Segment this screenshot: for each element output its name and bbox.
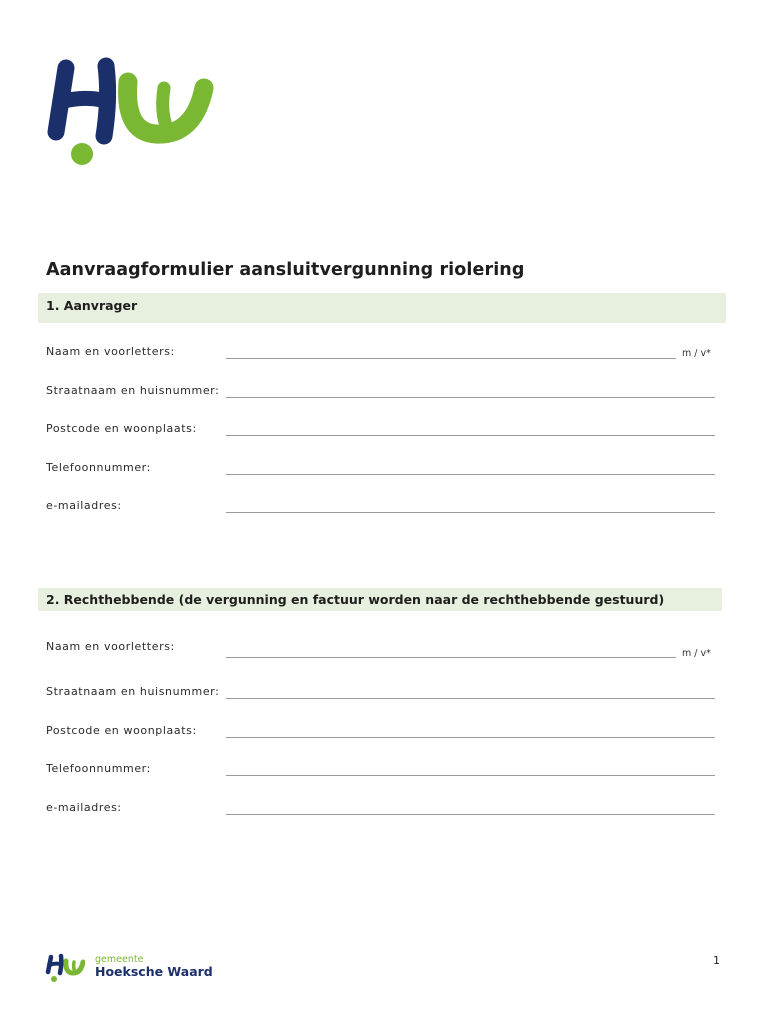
- straatnaam-input[interactable]: [226, 698, 715, 699]
- section-heading-rechthebbende: 2. Rechthebbende (de vergunning en factuur worden naar de rechthebbende gestuurd): [38, 588, 722, 611]
- naam-input[interactable]: [226, 657, 676, 658]
- field-row-straatnaam: [0, 384, 770, 404]
- naam-input[interactable]: [226, 358, 676, 359]
- footer-municipality-name: Hoeksche Waard: [95, 964, 213, 979]
- hw-footer-logo-icon: [45, 953, 85, 983]
- gender-suffix: m / v*: [682, 648, 711, 659]
- field-label: e-mailadres:: [46, 801, 122, 814]
- postcode-input[interactable]: [226, 435, 715, 436]
- postcode-input[interactable]: [226, 737, 715, 738]
- email-input[interactable]: [226, 814, 715, 815]
- field-label: Postcode en woonplaats:: [46, 422, 197, 435]
- page-number: 1: [713, 954, 720, 967]
- straatnaam-input[interactable]: [226, 397, 715, 398]
- field-label: Straatnaam en huisnummer:: [46, 685, 220, 698]
- field-label: Naam en voorletters:: [46, 640, 175, 653]
- field-row-postcode: [0, 422, 770, 442]
- field-row-postcode: [0, 724, 770, 744]
- field-label: Telefoonnummer:: [46, 461, 151, 474]
- field-row-naam: [0, 345, 770, 365]
- field-row-email: [0, 801, 770, 821]
- telefoon-input[interactable]: [226, 474, 715, 475]
- section-heading-aanvrager: 1. Aanvrager: [38, 293, 726, 323]
- field-row-telefoon: [0, 461, 770, 481]
- field-row-email: [0, 499, 770, 519]
- field-label: e-mailadres:: [46, 499, 122, 512]
- field-label: Telefoonnummer:: [46, 762, 151, 775]
- field-row-telefoon: [0, 762, 770, 782]
- field-label: Naam en voorletters:: [46, 345, 175, 358]
- page-title: Aanvraagformulier aansluitvergunning riolering: [46, 260, 525, 280]
- footer-gemeente-label: gemeente: [95, 954, 144, 965]
- hw-logo-icon: [44, 52, 216, 170]
- field-label: Straatnaam en huisnummer:: [46, 384, 220, 397]
- field-row-naam: [0, 640, 770, 660]
- gender-suffix: m / v*: [682, 348, 711, 359]
- telefoon-input[interactable]: [226, 775, 715, 776]
- field-row-straatnaam: [0, 685, 770, 705]
- email-input[interactable]: [226, 512, 715, 513]
- field-label: Postcode en woonplaats:: [46, 724, 197, 737]
